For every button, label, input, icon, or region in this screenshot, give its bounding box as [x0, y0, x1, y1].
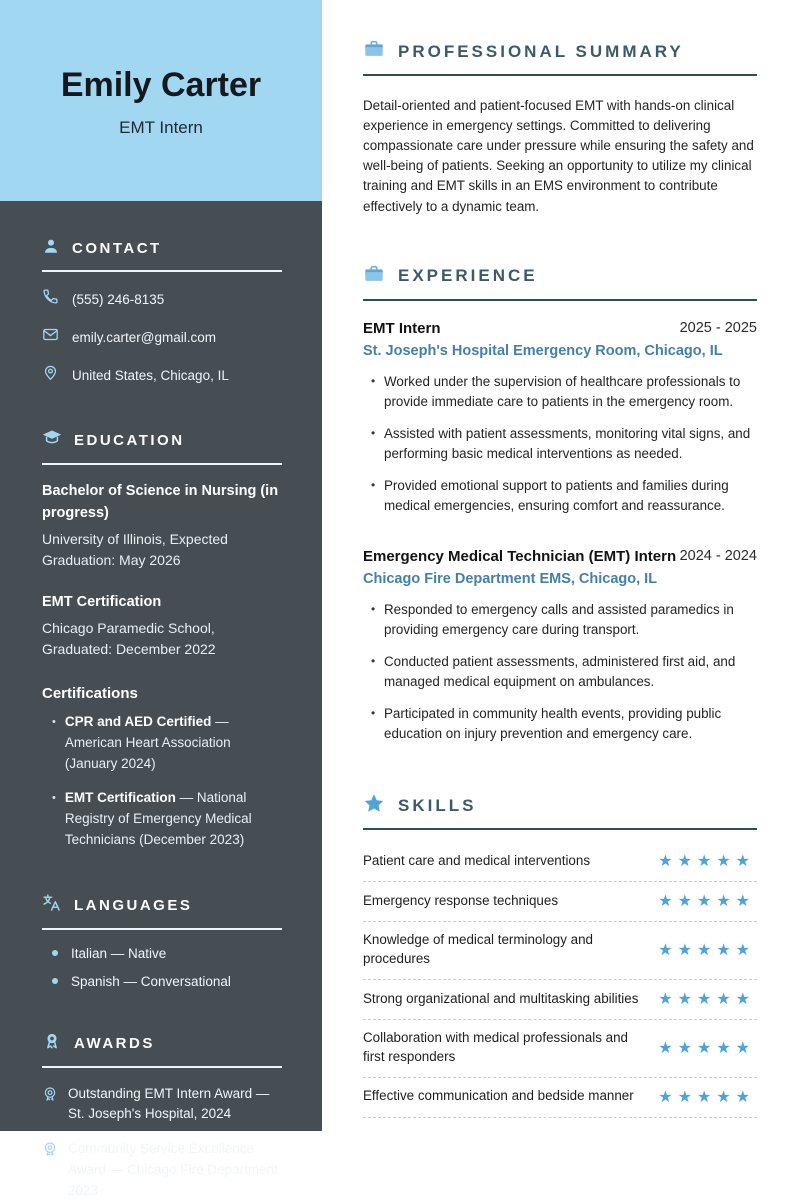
certification-item [42, 788, 282, 851]
certifications-block [42, 685, 282, 851]
star-rating: ★★★★★ [658, 1088, 755, 1106]
certification-item [42, 712, 282, 775]
skill-name: Effective communication and bedside manner [363, 1088, 634, 1104]
sidebar [0, 0, 322, 1199]
skill-row [363, 882, 757, 922]
summary-heading-label: PROFESSIONAL SUMMARY [398, 41, 684, 61]
contact-heading [42, 237, 282, 272]
skill-name: Collaboration with medical professionals and first responders [363, 1030, 628, 1064]
job-bullet-list [363, 372, 757, 517]
skills-heading-label: SKILLS [398, 795, 477, 815]
skill-name: Strong organizational and multitasking abilities [363, 990, 639, 1006]
awards-section [42, 1031, 282, 1202]
contact-heading-label: CONTACT [72, 240, 162, 257]
skills-section [363, 792, 757, 1117]
job-bullet-list [363, 600, 757, 745]
education-heading-label: EDUCATION [74, 432, 185, 449]
star-icon [363, 792, 385, 819]
star-rating: ★★★★★ [658, 991, 755, 1008]
name-header [0, 0, 322, 201]
skill-row [363, 922, 757, 980]
education-entry [42, 481, 282, 572]
experience-section [363, 263, 757, 745]
star-rating: ★★★★★ [658, 853, 755, 871]
education-entry [42, 592, 282, 661]
location-text: United States, Chicago, IL [72, 367, 229, 383]
skills-heading [363, 792, 757, 830]
certification-name: EMT Certification [64, 789, 176, 805]
skill-name: Knowledge of medical terminology and procedures [363, 932, 594, 967]
skill-row [363, 1078, 757, 1118]
skill-row [363, 1020, 757, 1078]
experience-heading [363, 263, 757, 301]
certifications-heading: Certifications [42, 685, 138, 702]
language-text: Spanish — Conversational [71, 973, 231, 989]
person-job-title: EMT Intern [119, 117, 203, 137]
job-title: Emergency Medical Technician (EMT) Intern [363, 547, 677, 565]
language-item [42, 946, 282, 961]
job-dates: 2024 - 2024 [679, 547, 757, 564]
contact-phone [42, 288, 282, 310]
job-title: EMT Intern [363, 319, 441, 337]
bullet-dot [52, 978, 58, 984]
education-heading [42, 428, 282, 465]
translate-icon [42, 893, 62, 918]
certification-details: — American Heart Association (January 2024) [64, 714, 231, 771]
award-item [42, 1139, 282, 1202]
bullet-dot: • [52, 716, 56, 728]
phone-number: (555) 246-8135 [72, 291, 165, 307]
award-badge-icon [42, 1139, 58, 1202]
languages-section [42, 893, 282, 989]
graduation-cap-icon [42, 428, 62, 453]
job-bullet: • Conducted patient assessments, administered first aid, and managed medical equipment on ambulances. [363, 652, 757, 692]
job-company: Chicago Fire Department EMS, Chicago, IL [363, 570, 658, 587]
award-text: Outstanding EMT Intern Award — St. Joseph's Hospital, 2024 [68, 1085, 270, 1122]
skill-name: Patient care and medical interventions [363, 853, 591, 869]
skill-row [363, 842, 757, 882]
job-entry [363, 319, 757, 517]
job-bullet: • Participated in community health events, providing public education on injury prevention and emergency care. [363, 704, 757, 744]
job-company: St. Joseph's Hospital Emergency Room, Chicago, IL [363, 342, 723, 359]
awards-heading-label: AWARDS [74, 1034, 155, 1052]
job-dates: 2025 - 2025 [679, 319, 757, 336]
summary-text: Detail-oriented and patient-focused EMT with hands-on clinical experience in emergency settings. Committed to delivering compassionate care under pressure while ensuring the safety and well-being of patients. Seeking an opportunity to utilize my clinical training and EMT skills in an EMS environment to contribute effectively to a dynamic team. [363, 98, 754, 214]
main-content [322, 0, 800, 1131]
star-rating: ★★★★★ [658, 942, 755, 960]
language-text: Italian — Native [71, 945, 167, 961]
job-entry [363, 547, 757, 745]
star-rating: ★★★★★ [658, 1039, 755, 1057]
language-item [42, 974, 282, 989]
job-bullet: • Provided emotional support to patients and families during medical emergencies, ensuring comfort and reassurance. [363, 476, 757, 516]
skills-list [363, 842, 757, 1117]
skill-row [363, 980, 757, 1020]
experience-heading-label: EXPERIENCE [398, 266, 538, 286]
languages-heading-label: LANGUAGES [74, 896, 193, 914]
contact-location [42, 364, 282, 386]
briefcase-icon [363, 38, 385, 65]
degree-name: Bachelor of Science in Nursing (in progress) [42, 483, 279, 521]
award-item [42, 1084, 282, 1126]
contact-email [42, 326, 282, 348]
star-rating: ★★★★★ [658, 893, 755, 911]
certification-name: CPR and AED Certified [64, 714, 212, 729]
briefcase-icon [363, 263, 385, 290]
degree-details: Chicago Paramedic School, Graduated: December 2022 [42, 619, 216, 658]
contact-section [42, 237, 282, 386]
job-bullet: • Assisted with patient assessments, monitoring vital signs, and performing basic medical interventions as needed. [363, 424, 757, 464]
location-pin-icon [42, 364, 59, 386]
job-bullet: • Worked under the supervision of healthcare professionals to provide immediate care to patients in the emergency room. [363, 372, 757, 412]
person-name: Emily Carter [60, 66, 262, 105]
award-ribbon-icon [42, 1031, 62, 1056]
bullet-dot: • [52, 791, 56, 804]
phone-icon [42, 288, 59, 310]
summary-heading [363, 38, 757, 76]
award-text: Community Service Excellence Award — Chicago Fire Department, 2023 [68, 1141, 282, 1199]
skill-name: Emergency response techniques [363, 893, 559, 909]
degree-name: EMT Certification [42, 593, 162, 610]
job-bullet: • Responded to emergency calls and assisted paramedics in providing emergency care during transport. [363, 600, 757, 640]
education-section [42, 428, 282, 851]
awards-heading [42, 1031, 282, 1068]
email-address: emily.carter@gmail.com [72, 329, 216, 345]
bullet-dot [52, 950, 58, 956]
summary-section [363, 38, 757, 217]
person-icon [42, 237, 60, 260]
certification-details: — National Registry of Emergency Medical Technicians (December 2023) [64, 789, 252, 847]
award-badge-icon [42, 1084, 58, 1126]
envelope-icon [42, 326, 59, 348]
languages-heading [42, 893, 282, 930]
degree-details: University of Illinois, Expected Graduation: May 2026 [42, 530, 228, 569]
